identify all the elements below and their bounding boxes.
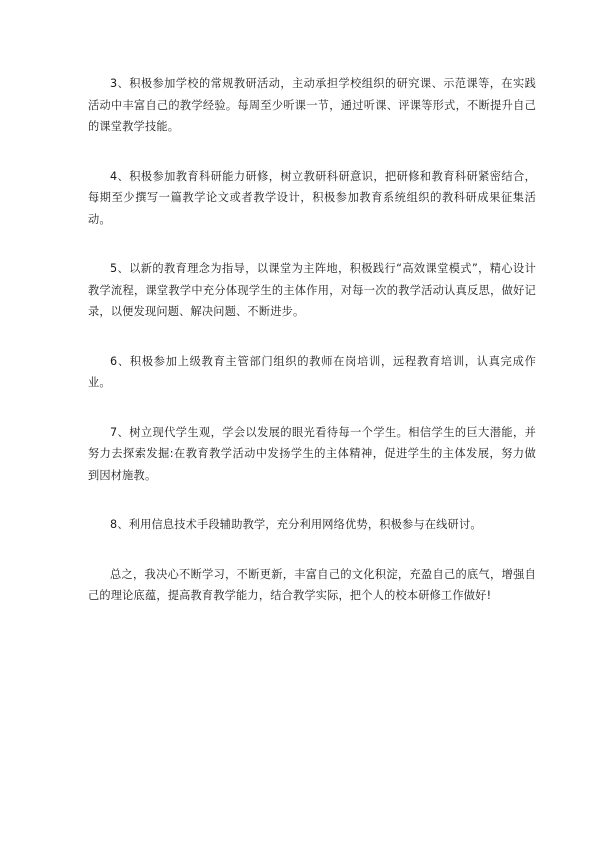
- paragraph-item-4: 4、积极参加教育科研能力研修，树立教研科研意识，把研修和教育科研紧密结合，每期至少撰写一篇教学论文或者教学设计，积极参加教育系统组织的教科研成果征集活动。: [88, 169, 536, 226]
- paragraph-item-5: 5、以新的教育理念为指导，以课堂为主阵地，积极践行“高效课堂模式”，精心设计教学流程，课堂教学中充分体现学生的主体作用，对每一次的教学活动认真反思，做好记录，以便发现问题、解决问题、不断进步。: [88, 262, 536, 318]
- paragraph-item-3: 3、积极参加学校的常规教研活动，主动承担学校组织的研究课、示范课等，在实践活动中丰富自己的教学经验。每周至少听课一节，通过听课、评课等形式，不断提升自己的课堂教学技能。: [88, 77, 536, 133]
- paragraph-conclusion: 总之，我决心不断学习，不断更新，丰富自己的文化积淀，充盈自己的底气，增强自己的理论底蕴，提高教育教学能力，结合教学实际，把个人的校本研修工作做好!: [88, 567, 536, 602]
- paragraph-item-8: 8、利用信息技术手段辅助教学，充分利用网络优势，积极参与在线研讨。: [110, 518, 482, 531]
- document-body: [88, 73, 536, 635]
- paragraph-item-6: 6、积极参加上级教育主管部门组织的教师在岗培训，远程教育培训，认真完成作业。: [88, 354, 536, 389]
- paragraph-item-7: 7、树立现代学生观，学会以发展的眼光看待每一个学生。相信学生的巨大潜能，并努力去探索发掘:在教育教学活动中发扬学生的主体精神，促进学生的主体发展，努力做到因材施教。: [88, 425, 536, 482]
